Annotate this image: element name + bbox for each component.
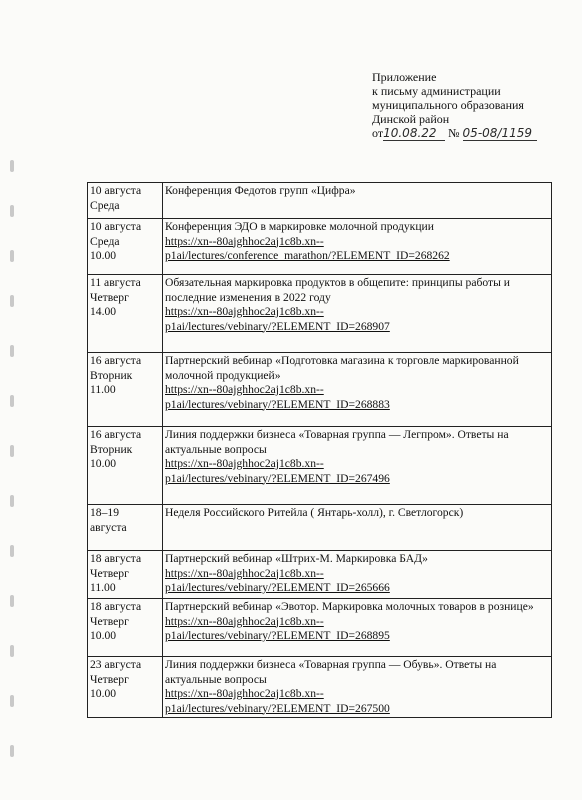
event-link[interactable]: https://xn--80ajghhoc2aj1c8b.xn-- (165, 305, 324, 318)
event-link[interactable]: p1ai/lectures/vebinary/?ELEMENT_ID=267500 (165, 701, 390, 715)
event-title: Партнерский вебинар «Эвотор. Маркировка молочных товаров в рознице» (165, 600, 534, 613)
event-row (88, 219, 552, 275)
event-date-cell (88, 275, 163, 353)
event-row (88, 275, 552, 353)
binder-hole (10, 645, 14, 657)
binder-hole (10, 545, 14, 557)
event-day: Вторник (90, 442, 133, 456)
header-line: муниципального образования (372, 98, 524, 112)
event-link[interactable]: p1ai/lectures/vebinary/?ELEMENT_ID=268907 (165, 319, 390, 333)
event-date-cell (88, 599, 163, 657)
binder-hole (10, 445, 14, 457)
event-day: Четверг (90, 290, 129, 304)
event-date: 16 августа (90, 354, 142, 367)
binder-hole (10, 160, 14, 172)
number-prefix: № (448, 126, 460, 140)
event-date: 18 августа (90, 552, 142, 565)
event-date: 16 августа (90, 428, 142, 441)
event-info-cell (163, 353, 552, 427)
binder-hole (10, 295, 14, 307)
binder-hole (10, 205, 14, 217)
event-date: 18 августа (90, 600, 142, 613)
event-link[interactable]: p1ai/lectures/vebinary/?ELEMENT_ID=265666 (165, 581, 390, 594)
header-line: Динской район (372, 112, 450, 126)
event-link[interactable]: p1ai/lectures/vebinary/?ELEMENT_ID=268883 (165, 397, 390, 411)
event-info-cell (163, 427, 552, 505)
event-row (88, 427, 552, 505)
event-row (88, 183, 552, 219)
events-table (87, 182, 552, 718)
event-date: 10 августа (90, 220, 142, 233)
event-day: Четверг (90, 566, 129, 580)
event-info-cell (163, 599, 552, 657)
event-row (88, 353, 552, 427)
event-day: Среда (90, 198, 120, 212)
date-number-row (372, 126, 537, 141)
event-time: 11.00 (90, 581, 116, 594)
event-link[interactable]: https://xn--80ajghhoc2aj1c8b.xn-- (165, 566, 324, 580)
event-row (88, 505, 552, 551)
binder-hole (10, 595, 14, 607)
event-title: Конференция Федотов групп «Цифра» (165, 184, 356, 197)
event-info-cell (163, 183, 552, 219)
event-time: 14.00 (90, 305, 117, 318)
event-date-cell (88, 505, 163, 551)
event-title: Линия поддержки бизнеса «Товарная группа — Обувь». Ответы на актуальные вопросы (165, 658, 497, 686)
binder-hole (10, 745, 14, 757)
handwritten-date: 10.08.22 (383, 126, 445, 141)
binder-hole (10, 395, 14, 407)
event-info-cell (163, 657, 552, 718)
event-time: 10.00 (90, 629, 117, 642)
event-title: Партнерский вебинар «Подготовка магазина к торговле маркированной молочной продукцией» (165, 354, 519, 382)
event-date-cell (88, 427, 163, 505)
event-date-cell (88, 219, 163, 275)
binder-hole (10, 250, 14, 262)
event-info-cell (163, 505, 552, 551)
event-time: 11.00 (90, 383, 116, 396)
binder-hole (10, 345, 14, 357)
event-day: августа (90, 520, 127, 534)
event-info-cell (163, 219, 552, 275)
event-link[interactable]: p1ai/lectures/conference_marathon/?ELEMENT_ID=268262 (165, 249, 450, 262)
event-title: Линия поддержки бизнеса «Товарная группа — Легпром». Ответы на актуальные вопросы (165, 428, 509, 456)
event-time: 10.00 (90, 457, 117, 470)
header-line: Приложение (372, 70, 437, 84)
event-link[interactable]: https://xn--80ajghhoc2aj1c8b.xn-- (165, 457, 324, 470)
event-date: 11 августа (90, 276, 141, 289)
binder-hole (10, 495, 14, 507)
event-title: Партнерский вебинар «Штрих-М. Маркировка БАД» (165, 552, 428, 565)
binder-hole (10, 695, 14, 707)
event-title: Конференция ЭДО в маркировке молочной продукции (165, 220, 434, 233)
event-link[interactable]: https://xn--80ajghhoc2aj1c8b.xn-- (165, 614, 324, 628)
event-time: 10.00 (90, 687, 117, 700)
event-day: Среда (90, 234, 120, 248)
events-table-body (88, 183, 552, 718)
event-row (88, 599, 552, 657)
event-link[interactable]: https://xn--80ajghhoc2aj1c8b.xn-- (165, 687, 324, 700)
event-time: 10.00 (90, 249, 117, 262)
event-title: Обязательная маркировка продуктов в общепите: принципы работы и последние изменения в 2022 году (165, 276, 510, 304)
event-row (88, 551, 552, 599)
event-link[interactable]: p1ai/lectures/vebinary/?ELEMENT_ID=267496 (165, 471, 390, 485)
event-date-cell (88, 353, 163, 427)
event-link[interactable]: https://xn--80ajghhoc2aj1c8b.xn-- (165, 383, 324, 396)
event-info-cell (163, 275, 552, 353)
attachment-header (372, 70, 537, 141)
event-day: Вторник (90, 368, 133, 382)
event-date-cell (88, 657, 163, 718)
header-line: к письму администрации (372, 84, 501, 98)
event-info-cell (163, 551, 552, 599)
event-link[interactable]: p1ai/lectures/vebinary/?ELEMENT_ID=268895 (165, 629, 390, 642)
event-date: 23 августа (90, 658, 142, 671)
handwritten-number: 05-08/1159 (463, 126, 537, 141)
event-date: 10 августа (90, 184, 142, 197)
event-day: Четверг (90, 672, 129, 686)
event-row (88, 657, 552, 718)
event-date-cell (88, 183, 163, 219)
from-prefix: от (372, 126, 384, 140)
event-link[interactable]: https://xn--80ajghhoc2aj1c8b.xn-- (165, 234, 324, 248)
event-date-cell (88, 551, 163, 599)
event-title: Неделя Российского Ритейла ( Янтарь-холл), г. Светлогорск) (165, 506, 464, 519)
event-date: 18–19 (90, 506, 119, 519)
event-day: Четверг (90, 614, 129, 628)
binder-marks (10, 160, 20, 800)
